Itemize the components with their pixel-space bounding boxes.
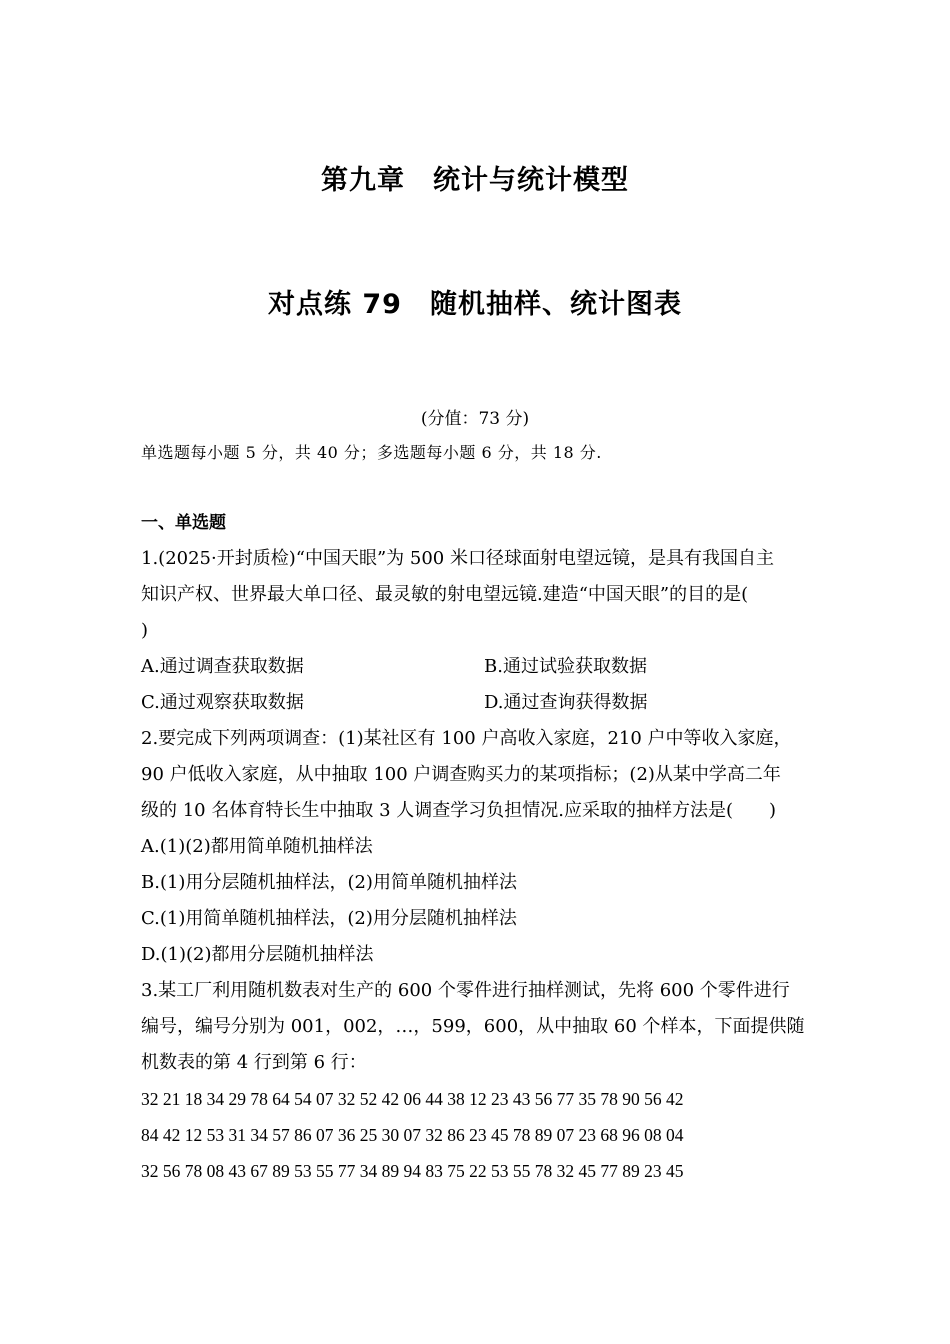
- question-text-line: 机数表的第 4 行到第 6 行：: [141, 1052, 367, 1073]
- question-text-line: 1.(2025·开封质检)“中国天眼”为 500 米口径球面射电望远镜，是具有我国自主: [141, 548, 774, 569]
- section-title: 对点练 79 随机抽样、统计图表: [268, 289, 682, 320]
- question-3: [141, 973, 831, 1189]
- score-info: (分值：73 分): [420, 409, 530, 429]
- option-a: A.(1)(2)都用简单随机抽样法: [141, 836, 373, 857]
- option-a: A.通过调查获取数据: [141, 656, 304, 677]
- random-table-row: 32 21 18 34 29 78 64 54 07 32 52 42 06 44 38 12 23 43 56 77 35 78 90 56 42: [141, 1089, 684, 1109]
- option-b: B.通过试验获取数据: [484, 656, 647, 677]
- option-row: [141, 685, 831, 721]
- option-d: D.(1)(2)都用分层随机抽样法: [141, 944, 374, 965]
- option-row: [141, 649, 831, 685]
- question-text-line: 知识产权、世界最大单口径、最灵敏的射电望远镜.建造“中国天眼”的目的是(: [141, 584, 749, 605]
- option-c: C.通过观察获取数据: [141, 692, 304, 713]
- question-text-line: ): [141, 620, 149, 641]
- option-b: B.(1)用分层随机抽样法，(2)用简单随机抽样法: [141, 872, 517, 893]
- question-2: [141, 721, 831, 973]
- question-1: [141, 541, 831, 721]
- scoring-rule: 单选题每小题 5 分，共 40 分；多选题每小题 6 分，共 18 分.: [141, 443, 602, 462]
- chapter-title: 第九章 统计与统计模型: [321, 165, 629, 196]
- question-text-line: 编号，编号分别为 001，002，…，599，600，从中抽取 60 个样本，下面提供随: [141, 1016, 805, 1037]
- option-c: C.(1)用简单随机抽样法，(2)用分层随机抽样法: [141, 908, 517, 929]
- question-text-line: 级的 10 名体育特长生中抽取 3 人调查学习负担情况.应采取的抽样方法是( ): [141, 800, 777, 821]
- question-text-line: 2.要完成下列两项调查：(1)某社区有 100 户高收入家庭，210 户中等收入家庭，: [141, 728, 792, 749]
- random-table-row: 32 56 78 08 43 67 89 53 55 77 34 89 94 83 75 22 53 55 78 32 45 77 89 23 45: [141, 1161, 684, 1181]
- part-heading: 一、单选题: [141, 513, 226, 533]
- random-table-row: 84 42 12 53 31 34 57 86 07 36 25 30 07 32 86 23 45 78 89 07 23 68 96 08 04: [141, 1125, 684, 1145]
- question-text-line: 90 户低收入家庭，从中抽取 100 户调查购买力的某项指标；(2)从某中学高二年: [141, 764, 781, 785]
- question-body: [141, 505, 831, 1189]
- option-d: D.通过查询获得数据: [484, 692, 648, 713]
- question-text-line: 3.某工厂利用随机数表对生产的 600 个零件进行抽样测试，先将 600 个零件进行: [141, 980, 790, 1001]
